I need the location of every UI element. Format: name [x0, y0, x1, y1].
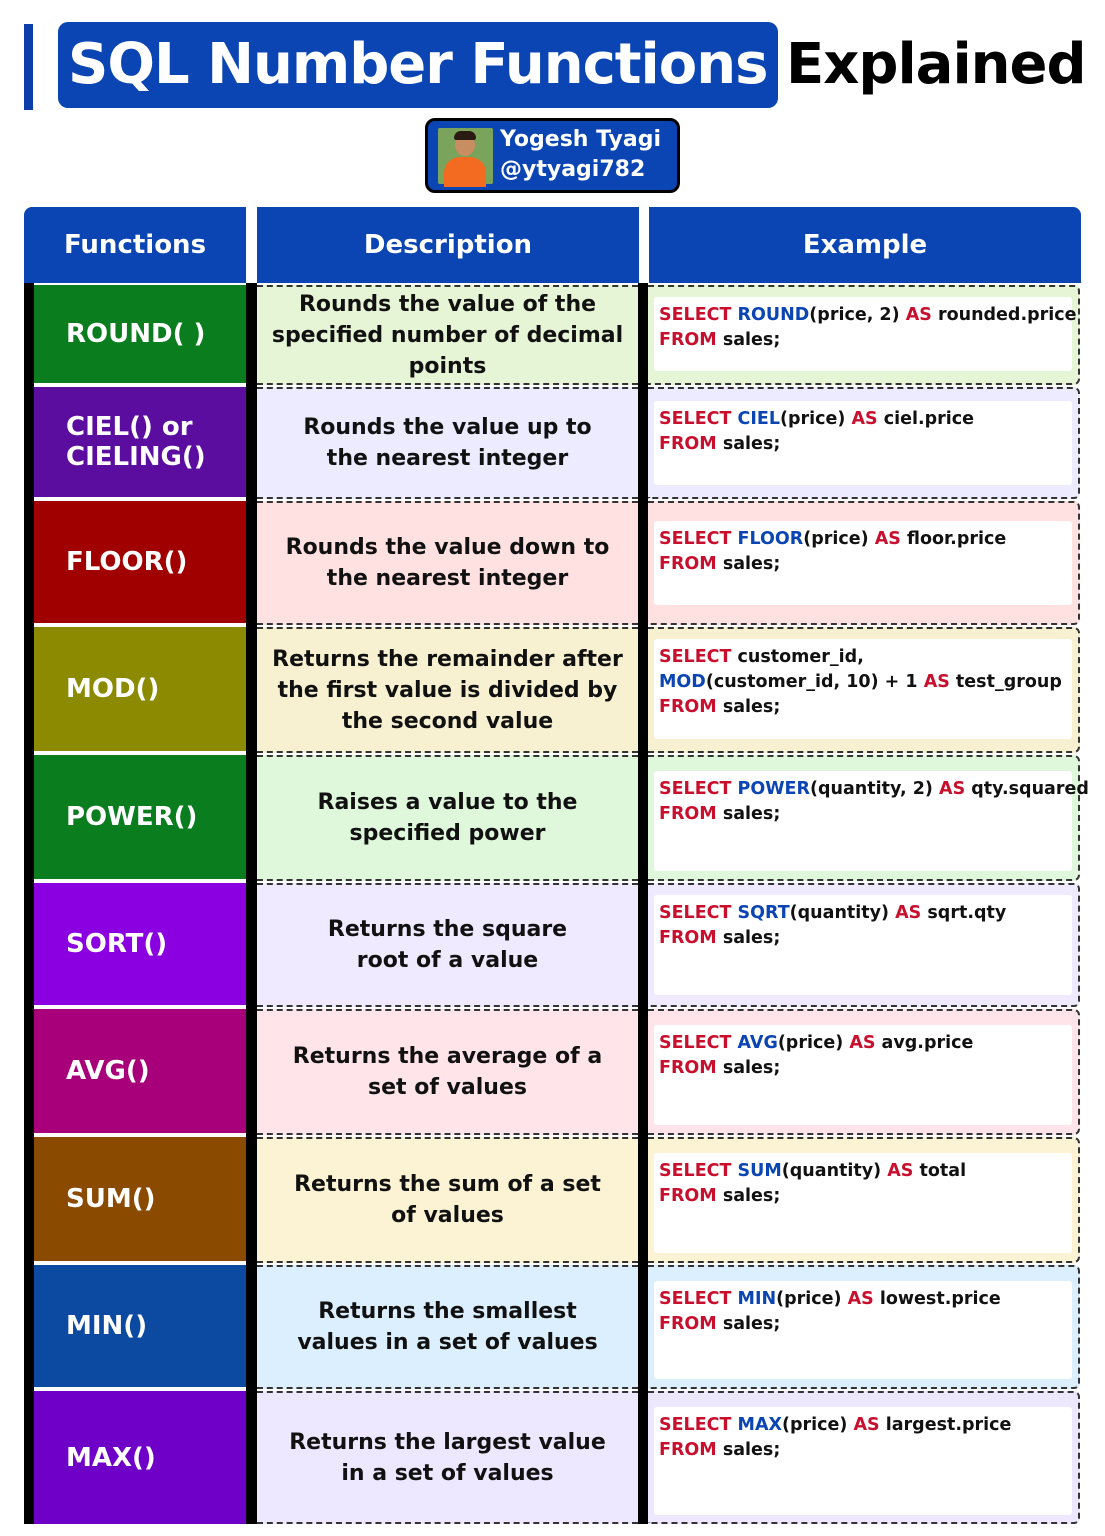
title-accent-bar: [24, 24, 33, 110]
code-block: SELECT FLOOR(price) AS floor.price FROM sales;: [654, 521, 1072, 605]
code-block: SELECT AVG(price) AS avg.price FROM sales;: [654, 1025, 1072, 1125]
function-name: ROUND( ): [66, 319, 206, 349]
function-cell: [34, 1137, 246, 1261]
example-cell: [648, 1137, 1080, 1263]
code-block: SELECT POWER(quantity, 2) AS qty.squared FROM sales;: [654, 771, 1072, 871]
function-cell: [34, 755, 246, 879]
code-block: SELECT SUM(quantity) AS total FROM sales;: [654, 1153, 1072, 1253]
function-name: SORT(): [66, 929, 168, 959]
code-block: SELECT MAX(price) AS largest.price FROM sales;: [654, 1407, 1072, 1515]
function-name: MOD(): [66, 674, 160, 704]
function-cell: [34, 1391, 246, 1524]
table-row: [0, 1391, 1105, 1524]
function-cell: [34, 1265, 246, 1387]
code-block: SELECT MIN(price) AS lowest.price FROM sales;: [654, 1281, 1072, 1379]
example-cell: [648, 1009, 1080, 1135]
table-row: [0, 285, 1105, 385]
header-functions: Functions: [24, 207, 246, 283]
description-cell: Returns the largest value in a set of values: [257, 1391, 638, 1524]
description-cell: Returns the square root of a value: [257, 883, 638, 1007]
code-block: SELECT CIEL(price) AS ciel.price FROM sales;: [654, 401, 1072, 485]
table-row: [0, 627, 1105, 753]
example-cell: [648, 755, 1089, 881]
description-cell: Rounds the value of the specified number of decimal points: [257, 285, 638, 385]
example-cell: [648, 1265, 1080, 1389]
function-cell: [34, 285, 246, 383]
example-cell: [648, 387, 1080, 499]
table-row: [0, 1265, 1105, 1389]
function-name: POWER(): [66, 802, 198, 832]
table-row: [0, 1009, 1105, 1135]
avatar: [438, 128, 493, 184]
example-cell: [648, 627, 1080, 753]
function-cell: [34, 501, 246, 623]
description-cell: Rounds the value up to the nearest integer: [257, 387, 638, 499]
description-cell: Rounds the value down to the nearest integer: [257, 501, 638, 625]
function-name: CIEL() or: [66, 412, 193, 442]
function-cell: [34, 627, 246, 751]
description-cell: Raises a value to the specified power: [257, 755, 638, 881]
description-cell: Returns the remainder after the first value is divided by the second value: [257, 627, 638, 753]
example-cell: [648, 285, 1080, 385]
function-name: SUM(): [66, 1184, 156, 1214]
author-name: Yogesh Tyagi: [500, 127, 661, 152]
page-title-rest: Explained: [786, 32, 1086, 97]
code-block: SELECT customer_id, MOD(customer_id, 10) + 1 AS test_group FROM sales;: [654, 639, 1072, 739]
code-block: SELECT ROUND(price, 2) AS rounded.price FROM sales;: [654, 297, 1072, 371]
function-name-alt: CIELING(): [66, 442, 206, 472]
description-cell: Returns the smallest values in a set of values: [257, 1265, 638, 1389]
description-cell: Returns the average of a set of values: [257, 1009, 638, 1135]
example-cell: [648, 1391, 1080, 1524]
example-cell: [648, 501, 1080, 625]
author-badge: [425, 118, 680, 193]
table-row: [0, 755, 1105, 881]
page-title-highlight: SQL Number Functions: [58, 22, 778, 108]
function-name: MIN(): [66, 1311, 148, 1341]
table-row: [0, 883, 1105, 1007]
description-cell: Returns the sum of a set of values: [257, 1137, 638, 1263]
function-name: FLOOR(): [66, 547, 188, 577]
function-name: MAX(): [66, 1442, 156, 1473]
table-row: [0, 501, 1105, 625]
table-row: [0, 387, 1105, 499]
function-cell: [34, 883, 246, 1005]
header-description: Description: [257, 207, 639, 283]
function-name: AVG(): [66, 1056, 150, 1086]
author-handle: @ytyagi782: [500, 157, 646, 182]
code-block: SELECT SQRT(quantity) AS sqrt.qty FROM sales;: [654, 895, 1072, 995]
function-cell: [34, 387, 246, 497]
function-cell: [34, 1009, 246, 1133]
example-cell: [648, 883, 1080, 1007]
table-row: [0, 1137, 1105, 1263]
header-example: Example: [649, 207, 1081, 283]
